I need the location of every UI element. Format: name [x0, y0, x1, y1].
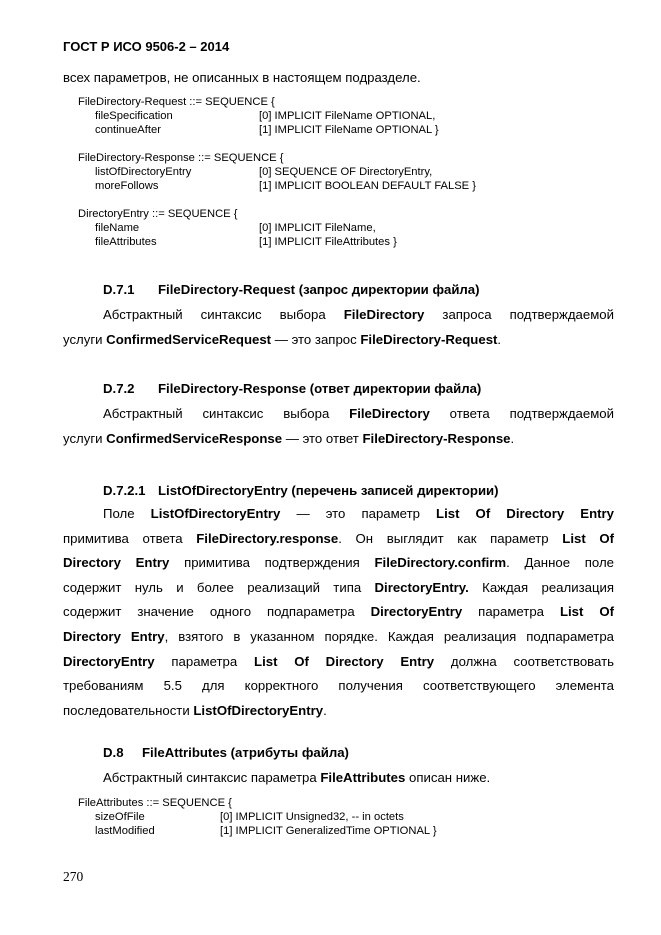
paragraph-d72	[63, 402, 614, 451]
para-line: содержит значение одного подпараметра DirectoryEntry параметра List Of	[63, 604, 614, 620]
section-heading-d8	[103, 745, 349, 760]
para-line: Абстрактный синтаксис выбора FileDirectory запроса подтверждаемой	[103, 307, 614, 322]
asn1-field-spec: [1] IMPLICIT GeneralizedTime OPTIONAL }	[220, 825, 437, 837]
section-number: D.8	[103, 745, 124, 760]
asn1-field-name: sizeOfFile	[95, 811, 145, 823]
asn1-field-name: fileSpecification	[95, 110, 173, 122]
para-line: требованиям 5.5 для корректного получения соответствующего элемента	[63, 678, 614, 694]
para-line: DirectoryEntry параметра List Of Directory Entry должна соответствовать	[63, 653, 614, 669]
asn1-field-spec: [0] IMPLICIT FileName,	[259, 222, 376, 234]
asn1-field-name: lastModified	[95, 825, 155, 837]
section-heading-d71	[103, 282, 480, 297]
para-line: Абстрактный синтаксис параметра FileAttributes описан ниже.	[103, 770, 491, 785]
para-line: Абстрактный синтаксис выбора FileDirectory ответа подтверждаемой	[103, 406, 614, 421]
paragraph-d8	[63, 766, 614, 791]
section-title: FileDirectory-Request (запрос директории файла)	[158, 282, 480, 297]
section-number: D.7.2	[103, 381, 135, 396]
para-line: примитива ответа FileDirectory.response. Он выглядит как параметр List Of	[63, 530, 615, 546]
asn1-field-spec: [1] IMPLICIT FileName OPTIONAL }	[259, 124, 439, 136]
asn1-field-spec: [1] IMPLICIT FileAttributes }	[259, 236, 397, 248]
section-number: D.7.1	[103, 282, 135, 297]
section-heading-d721	[103, 483, 499, 498]
asn1-field-spec: [1] IMPLICIT BOOLEAN DEFAULT FALSE }	[259, 180, 476, 192]
asn1-field-name: listOfDirectoryEntry	[95, 166, 192, 178]
section-heading-d72	[103, 381, 481, 396]
section-title: FileDirectory-Response (ответ директории файла)	[158, 381, 482, 396]
asn1-def-fileattributes: FileAttributes ::= SEQUENCE {	[78, 797, 232, 809]
asn1-field-spec: [0] SEQUENCE OF DirectoryEntry,	[259, 166, 433, 178]
section-number: D.7.2.1	[103, 483, 146, 498]
document-header: ГОСТ Р ИСО 9506-2 – 2014	[63, 39, 230, 54]
intro-text: всех параметров, не описанных в настоящем подразделе.	[63, 70, 421, 85]
page-number: 270	[63, 869, 84, 884]
para-line: Directory Entry, взятого в указанном порядке. Каждая реализация подпараметра	[63, 628, 614, 644]
paragraph-d71	[63, 303, 614, 352]
paragraph-d721	[63, 502, 614, 723]
para-line: Поле ListOfDirectoryEntry — это параметр List Of Directory Entry	[103, 506, 614, 521]
para-line: содержит нуль и более реализаций типа DirectoryEntry. Каждая реализация	[63, 579, 615, 595]
asn1-field-spec: [0] IMPLICIT FileName OPTIONAL,	[259, 110, 436, 122]
section-title: ListOfDirectoryEntry (перечень записей директории)	[158, 483, 499, 498]
asn1-field-name: moreFollows	[95, 180, 159, 192]
asn1-field-spec: [0] IMPLICIT Unsigned32, -- in octets	[220, 811, 404, 823]
asn1-field-name: fileAttributes	[95, 236, 157, 248]
para-line: последовательности ListOfDirectoryEntry.	[63, 702, 327, 718]
para-line: услуги ConfirmedServiceRequest — это запрос FileDirectory-Request.	[63, 331, 502, 347]
asn1-def-directoryentry: DirectoryEntry ::= SEQUENCE {	[78, 208, 238, 220]
section-title: FileAttributes (атрибуты файла)	[142, 745, 349, 760]
asn1-def-filedirectory-response: FileDirectory-Response ::= SEQUENCE {	[78, 152, 284, 164]
asn1-def-filedirectory-request: FileDirectory-Request ::= SEQUENCE {	[78, 96, 275, 108]
para-line: услуги ConfirmedServiceResponse — это ответ FileDirectory-Response.	[63, 430, 515, 446]
para-line: Directory Entry примитива подтверждения FileDirectory.confirm. Данное поле	[63, 555, 614, 571]
asn1-field-name: fileName	[95, 222, 140, 234]
asn1-field-name: continueAfter	[95, 124, 161, 136]
